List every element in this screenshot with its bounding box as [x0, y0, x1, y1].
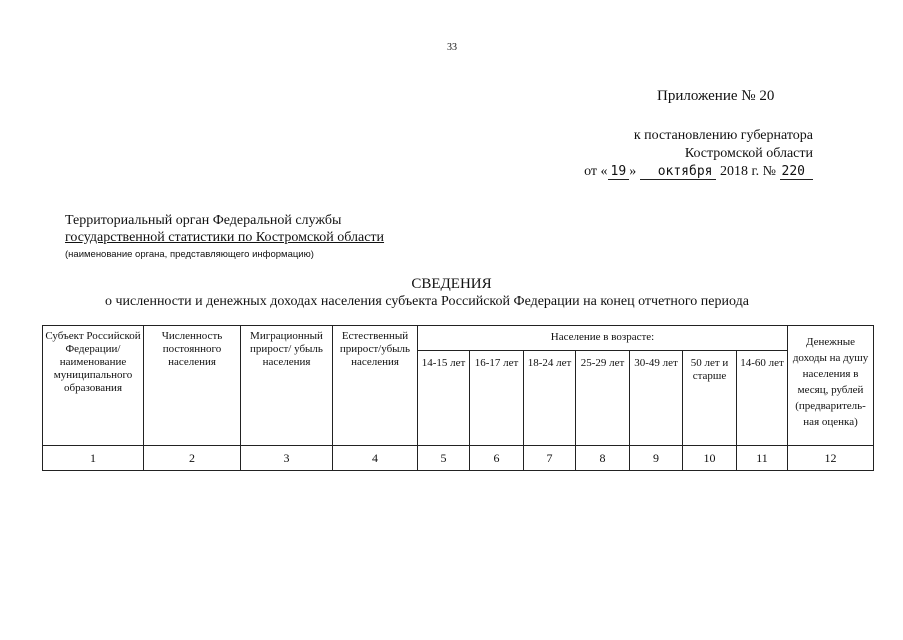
resolution-number: 220 — [780, 164, 813, 180]
resolution-date-line — [584, 163, 813, 181]
date-quote-close: » — [629, 164, 637, 179]
organization-line-2: государственной статистики по Костромской области — [65, 230, 385, 245]
header-natural-growth: Естественный прирост/убыль населения — [333, 326, 418, 446]
column-number: 8 — [576, 446, 630, 471]
header-age: 30-49 лет — [630, 351, 683, 446]
column-number: 7 — [524, 446, 576, 471]
column-number: 6 — [470, 446, 524, 471]
resolution-line-2: Костромской области — [684, 146, 813, 161]
header-age: 14-15 лет — [418, 351, 470, 446]
statistics-table — [42, 325, 874, 471]
document-title: СВЕДЕНИЯ — [411, 276, 492, 292]
header-age: 18-24 лет — [524, 351, 576, 446]
organization-line-1: Территориальный орган Федеральной службы — [65, 213, 342, 228]
date-day: 19 — [608, 164, 630, 180]
table-header-row — [43, 326, 874, 351]
column-number: 2 — [144, 446, 241, 471]
appendix-title: Приложение № 20 — [657, 88, 775, 104]
column-number: 12 — [788, 446, 874, 471]
organization-block — [65, 212, 384, 263]
column-number: 10 — [683, 446, 737, 471]
document-subtitle: о численности и денежных доходах населения субъекта Российской Федерации на конец отчетного периода — [105, 294, 749, 309]
resolution-reference — [584, 127, 813, 181]
header-age: 14-60 лет — [737, 351, 788, 446]
header-age: 25-29 лет — [576, 351, 630, 446]
header-population: Численность постоянного населения — [144, 326, 241, 446]
column-number: 9 — [630, 446, 683, 471]
header-subject: Субъект Российской Федерации/ наименование муниципального образования — [43, 326, 144, 446]
column-number: 1 — [43, 446, 144, 471]
header-age: 50 лет и старше — [683, 351, 737, 446]
column-number: 3 — [241, 446, 333, 471]
date-prefix: от « — [584, 164, 608, 179]
header-age: 16-17 лет — [470, 351, 524, 446]
header-migration: Миграционный прирост/ убыль населения — [241, 326, 333, 446]
date-month: октября — [640, 164, 717, 180]
date-year: 2018 г. № — [719, 164, 777, 179]
column-number: 4 — [333, 446, 418, 471]
page-number: 33 — [447, 42, 457, 53]
resolution-line-1: к постановлению губернатора — [633, 128, 813, 143]
column-number: 11 — [737, 446, 788, 471]
header-age-group: Население в возрасте: — [418, 326, 788, 351]
table-row — [43, 446, 874, 471]
header-income: Денежные доходы на душу населения в месяц, рублей (предваритель-ная оценка) — [788, 326, 874, 446]
column-number: 5 — [418, 446, 470, 471]
organization-note: (наименование органа, представляющего информацию) — [65, 249, 314, 260]
